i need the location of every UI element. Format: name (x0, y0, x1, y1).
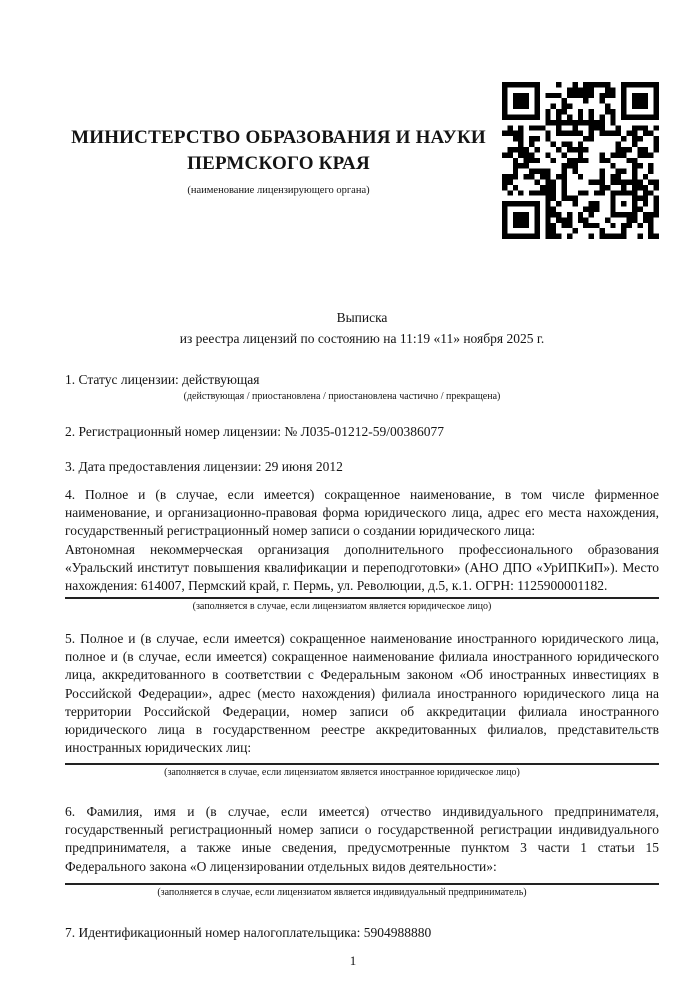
extract-title (65, 307, 659, 349)
item-1-caption: (действующая / приостановлена / приостановлена частично / прекращена) (183, 391, 501, 403)
item-5-foreign-entity (65, 630, 659, 779)
item-4-value: Автономная некоммерческая организация дополнительного профессионального образования «Уральский институт повышения квалификации и переподготовки» (АНО ДПО «УрИПКиП»). Место нахождения: 614007, Пермский край, г. Пермь, ул. Революции, д.5, к.1. ОГРН: 1125900001182. (65, 541, 659, 594)
extract-title-line2: из реестра лицензий по состоянию на 11:19 «11» ноября 2025 г. (179, 331, 545, 346)
item-7-taxpayer-number: 7. Идентификационный номер налогоплательщика: 5904988880 (65, 924, 432, 940)
item-4-legal-entity (65, 486, 659, 613)
item-6-label: 6. Фамилия, имя и (в случае, если имеется) отчество индивидуального предпринимателя, государственный регистрационный номер записи о государственной регистрации индивидуального предпринимателя, а также иные сведения, предусмотренные пунктом 3 части 1 статьи 15 Федерального закона «О лицензировании отдельных видов деятельности»: (65, 803, 659, 874)
item-5-caption: (заполняется в случае, если лицензиатом является иностранное юридическое лицо) (164, 766, 520, 778)
licensing-authority (65, 125, 502, 197)
item-6-caption: (заполняется в случае, если лицензиатом является индивидуальный предприниматель) (157, 886, 527, 898)
extract-title-line1: Выписка (336, 310, 388, 325)
item-4-caption: (заполняется в случае, если лицензиатом является юридическое лицо) (192, 600, 492, 612)
item-6-fill-line (65, 883, 659, 885)
page-number: 1 (349, 953, 357, 969)
ministry-name (65, 125, 492, 177)
item-4-label: 4. Полное и (в случае, если имеется) сокращенное наименование, в том числе фирменное наименование, и организационно-правовая форма юридического лица, адрес его места нахождения, государственный регистрационный номер записи о создании юридического лица: (65, 486, 659, 539)
item-1-license-status: 1. Статус лицензии: действующая (65, 372, 260, 387)
item-3-grant-date: 3. Дата предоставления лицензии: 29 июня 2012 (65, 458, 343, 474)
item-4-fill-line (65, 597, 659, 599)
item-6-individual-entrepreneur (65, 803, 659, 899)
item-5-fill-line (65, 763, 659, 765)
item-5-label: 5. Полное и (в случае, если имеется) сокращенное наименование иностранного юридического лица, полное и (в случае, если имеется) сокращенное наименование филиала иностранного юридического лица, аккредитованного в соответствии с Федеральным законом «Об иностранных инвестициях в Российской Федерации», адрес (место нахождения) филиала иностранного юридического лица на территории Российской Федерации, номер записи об аккредитации филиала иностранного юридического лица в государственном реестре аккредитованных филиалов, представительств иностранных юридических лиц: (65, 630, 659, 756)
ministry-name-caption: (наименование лицензирующего органа) (187, 184, 370, 196)
item-2-registration-number: 2. Регистрационный номер лицензии: № Л035-01212-59/00386077 (65, 424, 445, 440)
ministry-header (65, 82, 659, 239)
qr-code-icon (502, 82, 659, 239)
ministry-name-line2: ПЕРМСКОГО КРАЯ (187, 152, 370, 174)
ministry-name-line1: МИНИСТЕРСТВО ОБРАЗОВАНИЯ И НАУКИ (71, 126, 486, 148)
